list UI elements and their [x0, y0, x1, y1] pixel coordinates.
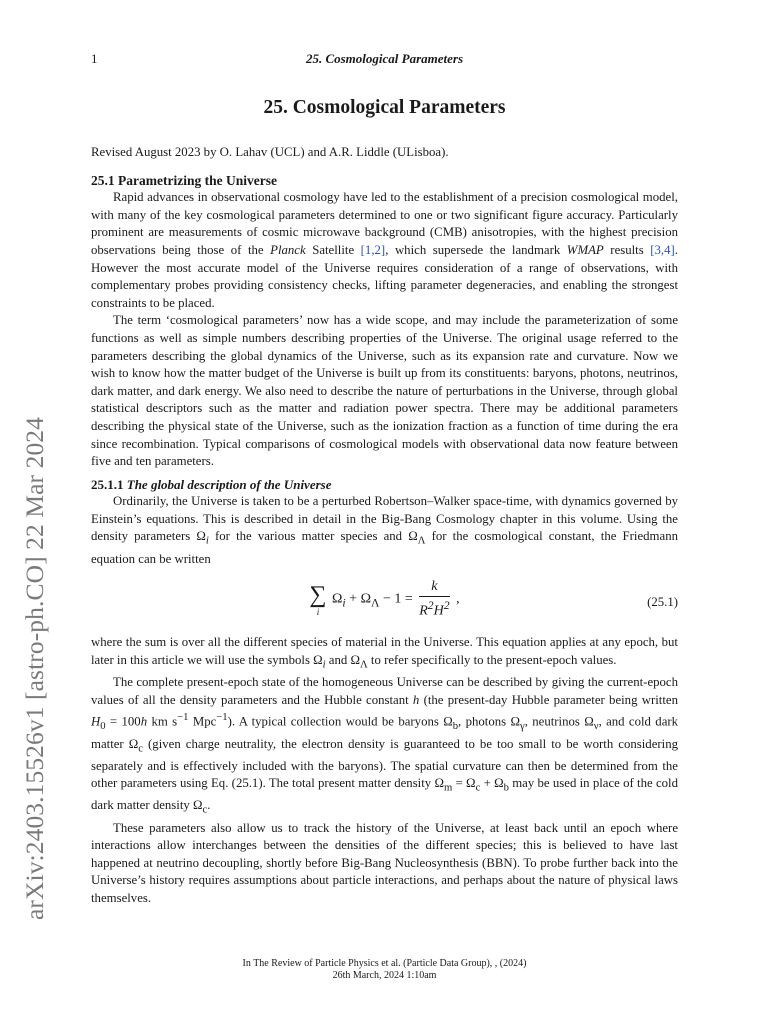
- paragraph-3: Ordinarily, the Universe is taken to be a perturbed Robertson–Walker space-time, with dynamics governed by Einstein’s equations. This is described in detail in the Big-Bang Cosmology chapter in this volume. Using the density parameters $\Omega_i$ for the various matter species and $\Omega_\Lambda$ for the cosmological constant, the Friedmann equation can be written: [91, 494, 678, 566]
- equation-number: (25.1): [647, 595, 678, 610]
- citation-link[interactable]: [3,4]: [650, 242, 675, 257]
- paragraph-2: The term ‘cosmological parameters’ now has a wide scope, and may include the parameterization of some functions as well as simple numbers describing properties of the Universe. The original usage referred to the parameters describing the global dynamics of the Universe, such as its expansion rate and curvature. Now we wish to know how the matter budget of the Universe is built up from its constituents: baryons, photons, neutrinos, dark matter, and dark energy. We also need to describe the nature of perturbations in the Universe, through global statistical descriptors such as the matter and radiation power spectra. There may be additional parameters describing the physical state of the Universe, such as the ionization fraction as a function of time during the era since recombination. Typical comparisons of cosmological models with observational data now feature between five and ten parameters.: [91, 313, 678, 469]
- running-title: 25. Cosmological Parameters: [305, 51, 464, 66]
- subsection-heading: [91, 476, 678, 494]
- equation-body: ∑ i $\Omega_i + \Omega_\Lambda - 1$ = $\frac{k}{R^2H^2}$ ,: [309, 579, 460, 619]
- paragraph-5: The complete present-epoch state of the homogeneous Universe can be described by giving the current-epoch values of all the density parameters and the Hubble constant h (the present-day Hubble parameter being written $H_0 = 100h$ km $s^{-1}$ Mpc$^{-1}$). A typical collection would be baryons $\Omega_b$, photons $\Omega_\gamma$, neutrinos $\Omega_\nu$, and cold dark matter $\Omega_c$ (given charge neutrality, the electron density is guaranteed to be too small to be worth considering separately and is effectively included with the baryons). The spatial curvature can then be determined from the other parameters using Eq. (25.1). The total present matter density $\Omega_m = \Omega_c + \Omega_b$ may be used in place of the cold dark matter density $\Omega_c$.: [91, 674, 679, 816]
- footer-date: 26th March, 2024 1:10am: [332, 970, 437, 981]
- paper-title: 25. Cosmological Parameters: [263, 97, 506, 118]
- subsection-number: 25.1.1: [91, 476, 124, 492]
- section-heading: 25.1 Parametrizing the Universe: [91, 172, 277, 188]
- subsection-title: The global description of the Universe: [126, 476, 332, 492]
- arxiv-identifier: arXiv:2403.15526v1 [astro-ph.CO] 22 Mar 2024: [20, 417, 49, 920]
- byline: Revised August 2023 by O. Lahav (UCL) and A.R. Liddle (ULisboa).: [91, 145, 449, 159]
- citation-link[interactable]: [1,2]: [360, 242, 386, 257]
- paragraph-1: Rapid advances in observational cosmology have led to the establishment of a precision cosmological model, with many of the key cosmological parameters determined to one or two significant figure accuracy. Particularly prominent are measurements of cosmic microwave background (CMB) anisotropies, with the highest precision observations being those of the Planck Satellite [1,2], which supersede the landmark WMAP results [3,4]. However the most accurate model of the Universe requires consideration of a range of observations, with complementary probes providing consistency checks, lifting parameter degeneracies, and enabling the strongest constraints to be placed.: [91, 190, 678, 310]
- footer-citation: In The Review of Particle Physics et al. (Particle Data Group), , (2024): [242, 958, 527, 969]
- paragraph-6: These parameters also allow us to track the history of the Universe, at least back until an epoch where interactions allow interchanges between the densities of the different species; this is believed to have last happened at neutrino decoupling, shortly before Big-Bang Nucleosynthesis (BBN). To probe further back into the Universe’s history requires assumptions about particle interactions, and perhaps about the nature of physical laws themselves.: [91, 820, 678, 905]
- paragraph-4: where the sum is over all the different species of material in the Universe. This equation applies at any epoch, but later in this article we will use the symbols $\Omega_i$ and $\Omega_\Lambda$ to refer specifically to the present-epoch values.: [91, 635, 678, 671]
- equation-25-1: [91, 574, 678, 630]
- main-text: [91, 144, 678, 908]
- page-footer: [91, 958, 678, 982]
- page-number: 1: [91, 51, 98, 66]
